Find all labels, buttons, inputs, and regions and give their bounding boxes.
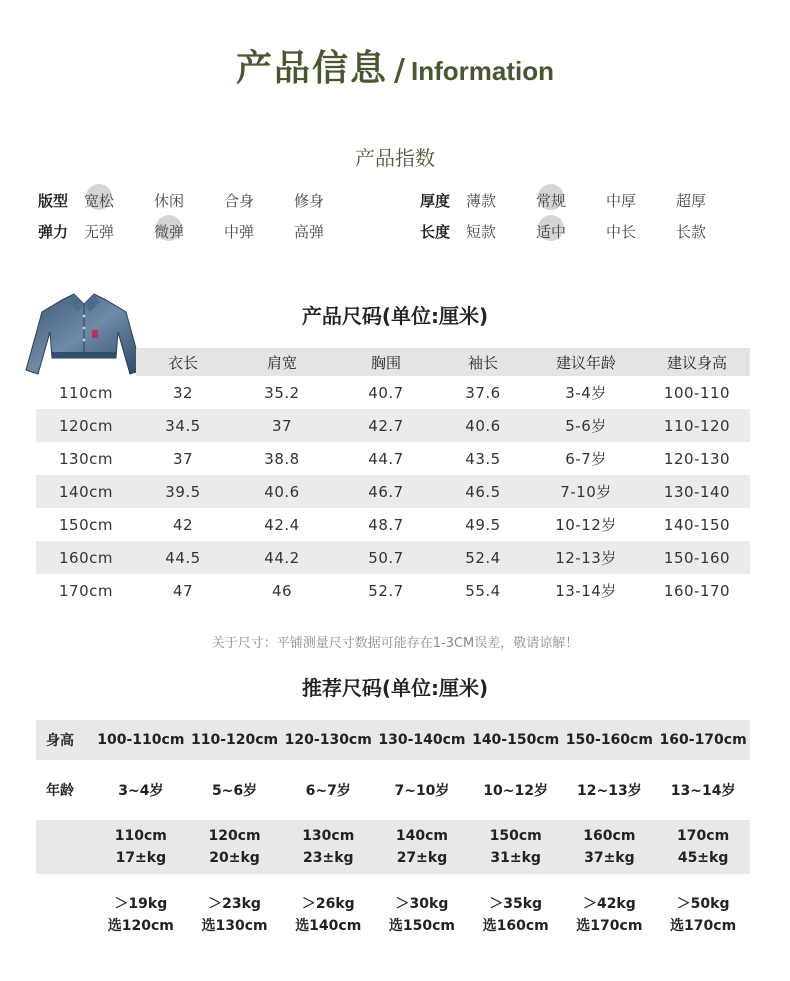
upsize-cell <box>375 874 469 956</box>
size-cell: 150cm <box>59 515 113 534</box>
attr-row-length <box>420 221 740 245</box>
size-value: 110cm <box>114 828 167 844</box>
title-slash: / <box>394 53 405 88</box>
table-cell: 160-170 <box>663 581 731 600</box>
weight-value: 37±kg <box>584 850 635 866</box>
header-cell: 肩宽 <box>230 348 334 376</box>
table-cell: 42 <box>172 515 194 534</box>
size-cell: 130cm <box>59 449 113 468</box>
table-cell: 55.4 <box>465 581 501 600</box>
attr-label: 长度 <box>420 223 451 241</box>
over-weight: ＞26kg <box>301 896 355 912</box>
upsize-cell <box>188 874 282 956</box>
header-blank <box>36 348 136 376</box>
upsize-cell <box>281 874 375 956</box>
height-cell: 140-150cm <box>469 720 563 760</box>
weight-value: 20±kg <box>209 850 260 866</box>
age-cell: 3~4岁 <box>118 783 164 799</box>
height-cell: 160-170cm <box>656 720 750 760</box>
table-row <box>36 574 750 607</box>
row-header: 身高 <box>36 720 94 760</box>
table-cell: 44.7 <box>368 449 404 468</box>
attr-row-thickness <box>420 190 740 214</box>
pick-size: 选170cm <box>576 918 643 934</box>
table-cell: 44.5 <box>136 541 230 574</box>
height-cell: 120-130cm <box>281 720 375 760</box>
over-weight: ＞50kg <box>676 896 730 912</box>
size-weight-cell <box>281 820 375 874</box>
attr-option: 合身 <box>224 192 255 210</box>
height-cell: 130-140cm <box>375 720 469 760</box>
page-header <box>0 40 790 91</box>
size-value: 170cm <box>677 828 730 844</box>
table-cell: 120-130 <box>663 449 731 468</box>
pick-size: 选160cm <box>482 918 549 934</box>
table-cell: 46 <box>271 581 293 600</box>
title-cn: 产品信息 <box>236 48 389 89</box>
age-cell: 13~14岁 <box>670 783 736 799</box>
table-cell: 48.7 <box>368 515 404 534</box>
table-cell: 38.8 <box>264 449 300 468</box>
recommend-upsize-row <box>36 874 750 956</box>
header-cell: 胸围 <box>334 348 438 376</box>
size-value: 150cm <box>489 828 542 844</box>
size-cell: 110cm <box>59 383 113 402</box>
upsize-cell <box>469 874 563 956</box>
size-weight-cell <box>375 820 469 874</box>
weight-value: 23±kg <box>302 850 354 866</box>
attr-label: 厚度 <box>420 192 451 210</box>
age-cell: 12~13岁 <box>577 783 642 799</box>
table-row <box>36 475 750 508</box>
header-cell: 衣长 <box>136 348 230 376</box>
over-weight: ＞30kg <box>395 896 449 912</box>
table-cell: 50.7 <box>334 541 438 574</box>
table-cell: 47 <box>172 581 194 600</box>
header-cell: 建议身高 <box>644 348 750 376</box>
table-cell: 10-12岁 <box>555 516 617 534</box>
table-cell: 3-4岁 <box>565 384 607 402</box>
attr-option: 无弹 <box>84 223 115 241</box>
age-cell: 6~7岁 <box>305 783 351 799</box>
table-cell: 40.6 <box>438 409 528 442</box>
upsize-cell <box>94 874 188 956</box>
weight-value: 45±kg <box>677 850 729 866</box>
weight-value: 31±kg <box>490 850 541 866</box>
size-cell: 160cm <box>36 541 136 574</box>
table-cell: 35.2 <box>264 383 300 402</box>
table-cell: 44.2 <box>230 541 334 574</box>
over-weight: ＞42kg <box>582 896 636 912</box>
title-en: Information <box>410 56 554 86</box>
table-row <box>36 376 750 409</box>
table-cell: 7-10岁 <box>528 475 644 508</box>
size-weight-cell <box>563 820 657 874</box>
row-header: 年龄 <box>46 783 74 799</box>
table-cell: 40.7 <box>368 383 404 402</box>
age-cell: 7~10岁 <box>394 783 450 799</box>
weight-value: 27±kg <box>396 850 448 866</box>
recommend-size-row <box>36 820 750 874</box>
over-weight: ＞35kg <box>489 896 543 912</box>
table-row <box>36 442 750 475</box>
recommend-table <box>36 720 750 956</box>
table-row <box>36 508 750 541</box>
attr-option-selected: 常规 <box>536 192 567 210</box>
weight-value: 17±kg <box>115 850 167 866</box>
table-cell: 150-160 <box>644 541 750 574</box>
attr-option-selected: 微弹 <box>154 223 185 241</box>
height-cell: 110-120cm <box>188 720 282 760</box>
attr-option: 长款 <box>676 223 707 241</box>
size-cell: 170cm <box>59 581 113 600</box>
table-cell: 49.5 <box>465 515 501 534</box>
row-header-blank <box>36 820 94 874</box>
attr-option: 修身 <box>294 192 325 210</box>
attr-label: 弹力 <box>38 223 69 241</box>
attr-label: 版型 <box>38 192 69 210</box>
table-row <box>36 541 750 574</box>
table-cell: 13-14岁 <box>555 582 617 600</box>
table-cell: 140-150 <box>663 515 731 534</box>
attr-option-selected: 宽松 <box>84 192 115 210</box>
age-cell: 10~12岁 <box>483 783 549 799</box>
size-cell: 120cm <box>36 409 136 442</box>
attr-option: 超厚 <box>676 192 707 210</box>
row-header-blank <box>36 874 94 956</box>
size-value: 160cm <box>583 828 636 844</box>
table-cell: 42.7 <box>334 409 438 442</box>
table-cell: 39.5 <box>136 475 230 508</box>
attr-option: 中弹 <box>224 223 255 241</box>
attr-row-stretch <box>38 221 338 245</box>
age-cell: 5~6岁 <box>211 783 258 799</box>
table-cell: 40.6 <box>230 475 334 508</box>
recommend-age-row <box>36 760 750 820</box>
size-table-header <box>36 348 750 376</box>
table-cell: 6-7岁 <box>565 450 607 468</box>
table-cell: 32 <box>172 383 194 402</box>
height-cell: 150-160cm <box>563 720 657 760</box>
over-weight: ＞23kg <box>208 896 261 912</box>
table-cell: 100-110 <box>663 383 731 402</box>
pick-size: 选150cm <box>388 918 456 934</box>
table-cell: 37 <box>172 449 194 468</box>
table-cell: 5-6岁 <box>528 409 644 442</box>
table-cell: 42.4 <box>264 515 300 534</box>
size-weight-cell <box>469 820 563 874</box>
attr-option: 休闲 <box>154 192 185 210</box>
table-cell: 130-140 <box>644 475 750 508</box>
size-table <box>36 348 750 607</box>
upsize-cell <box>563 874 657 956</box>
pick-size: 选120cm <box>107 918 174 934</box>
table-cell: 37.6 <box>465 383 501 402</box>
table-row <box>36 409 750 442</box>
pick-size: 选130cm <box>201 918 268 934</box>
size-cell: 140cm <box>36 475 136 508</box>
size-value: 120cm <box>208 828 261 844</box>
table-cell: 12-13岁 <box>528 541 644 574</box>
table-cell: 43.5 <box>465 449 501 468</box>
size-weight-cell <box>94 820 188 874</box>
size-weight-cell <box>656 820 750 874</box>
table-cell: 52.4 <box>438 541 528 574</box>
recommend-title: 推荐尺码(单位:厘米) <box>301 676 489 700</box>
over-weight: ＞19kg <box>114 896 168 912</box>
table-cell: 110-120 <box>644 409 750 442</box>
size-weight-cell <box>188 820 282 874</box>
table-cell: 37 <box>230 409 334 442</box>
attr-option: 中厚 <box>606 192 637 210</box>
attr-option: 中长 <box>606 223 637 241</box>
attr-option-selected: 适中 <box>536 223 567 241</box>
pick-size: 选140cm <box>295 918 362 934</box>
size-table-title: 产品尺码(单位:厘米) <box>301 304 489 328</box>
attr-option: 高弹 <box>294 223 325 241</box>
attr-row-fit <box>38 190 338 214</box>
index-title: 产品指数 <box>355 146 435 170</box>
table-cell: 34.5 <box>136 409 230 442</box>
recommend-height-row <box>36 720 750 760</box>
header-cell: 袖长 <box>438 348 528 376</box>
size-value: 130cm <box>302 828 355 844</box>
header-cell: 建议年龄 <box>528 348 644 376</box>
table-cell: 52.7 <box>368 581 404 600</box>
attr-option: 短款 <box>466 223 497 241</box>
size-value: 140cm <box>395 828 449 844</box>
table-cell: 46.5 <box>438 475 528 508</box>
attr-option: 薄款 <box>466 192 497 210</box>
height-cell: 100-110cm <box>94 720 188 760</box>
upsize-cell <box>656 874 750 956</box>
pick-size: 选170cm <box>670 918 737 934</box>
size-note: 关于尺寸：平铺测量尺寸数据可能存在1-3CM误差，敬请谅解！ <box>211 636 579 651</box>
table-cell: 46.7 <box>334 475 438 508</box>
